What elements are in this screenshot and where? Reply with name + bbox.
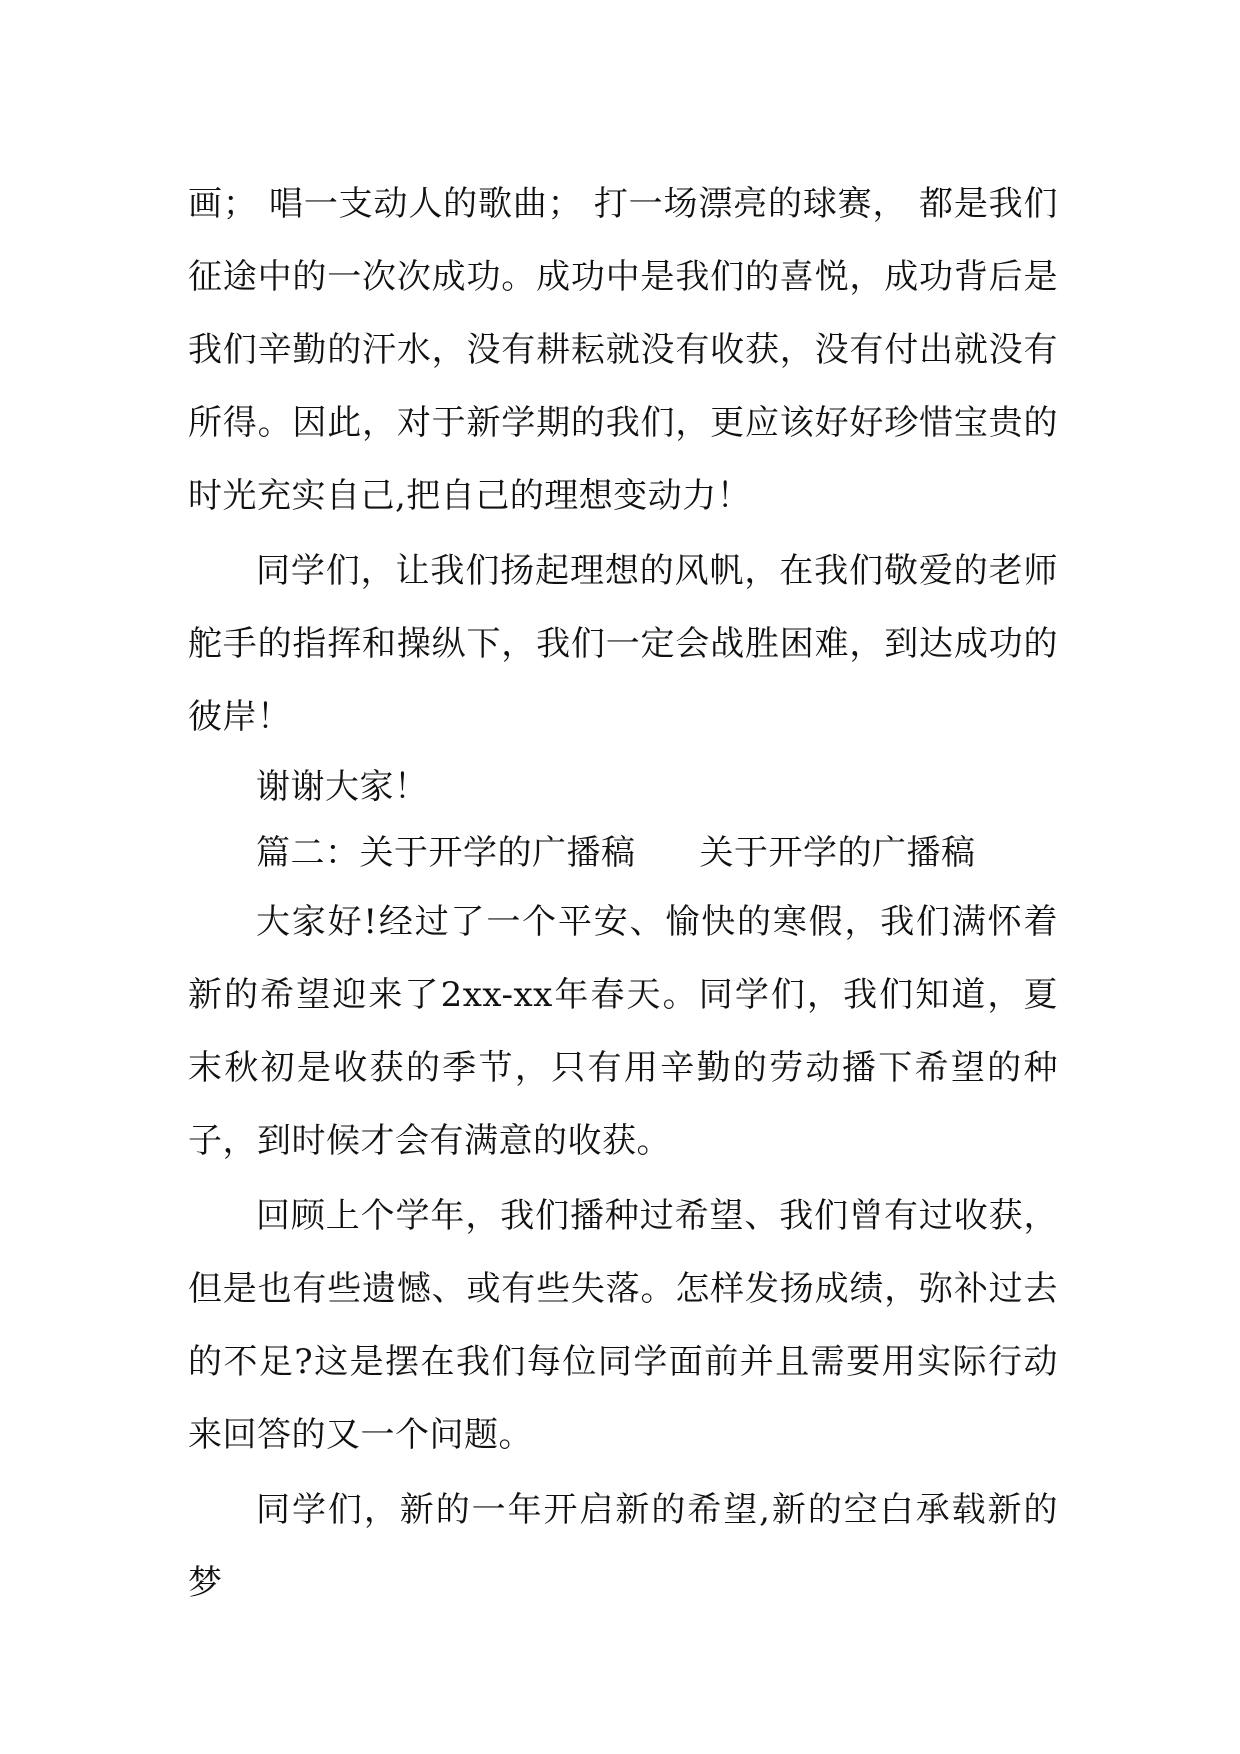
paragraph-sail-ideals: 同学们，让我们扬起理想的风帆，在我们敬爱的老师舵手的指挥和操纵下，我们一定会战胜困难，到达成功的彼岸！ (188, 551, 1058, 737)
paragraph-review: 回顾上个学年，我们播种过希望、我们曾有过收获，但是也有些遗憾、或有些失落。怎样发扬成绩，弥补过去的不足?这是摆在我们每位同学面前并且需要用实际行动来回答的又一个问题。 (188, 1196, 1058, 1455)
paragraph-continuation: 画； 唱一支动人的歌曲； 打一场漂亮的球赛， 都是我们征途中的一次次成功。成功中是我们的喜悦，成功背后是我们辛勤的汗水，没有耕耘就没有收获，没有付出就没有所得。因此，对于新学期的我们，更应该好好珍惜宝贵的时光充实自己,把自己的理想变动力！ (188, 184, 1058, 516)
paragraph-thanks: 谢谢大家！ (256, 767, 429, 807)
paragraph-greeting: 大家好!经过了一个平安、愉快的寒假，我们满怀着新的希望迎来了2xx-xx年春天。同学们，我们知道，夏末秋初是收获的季节，只有用辛勤的劳动播下希望的种子，到时候才会有满意的收获。 (188, 902, 1058, 1161)
section-heading-right: 关于开学的广播稿 (699, 833, 976, 873)
paragraph-new-year: 同学们，新的一年开启新的希望,新的空白承载新的梦 (188, 1490, 1058, 1603)
section-heading-left: 篇二：关于开学的广播稿 (256, 833, 636, 873)
section-heading (188, 820, 1058, 886)
document-body (188, 168, 1058, 1620)
